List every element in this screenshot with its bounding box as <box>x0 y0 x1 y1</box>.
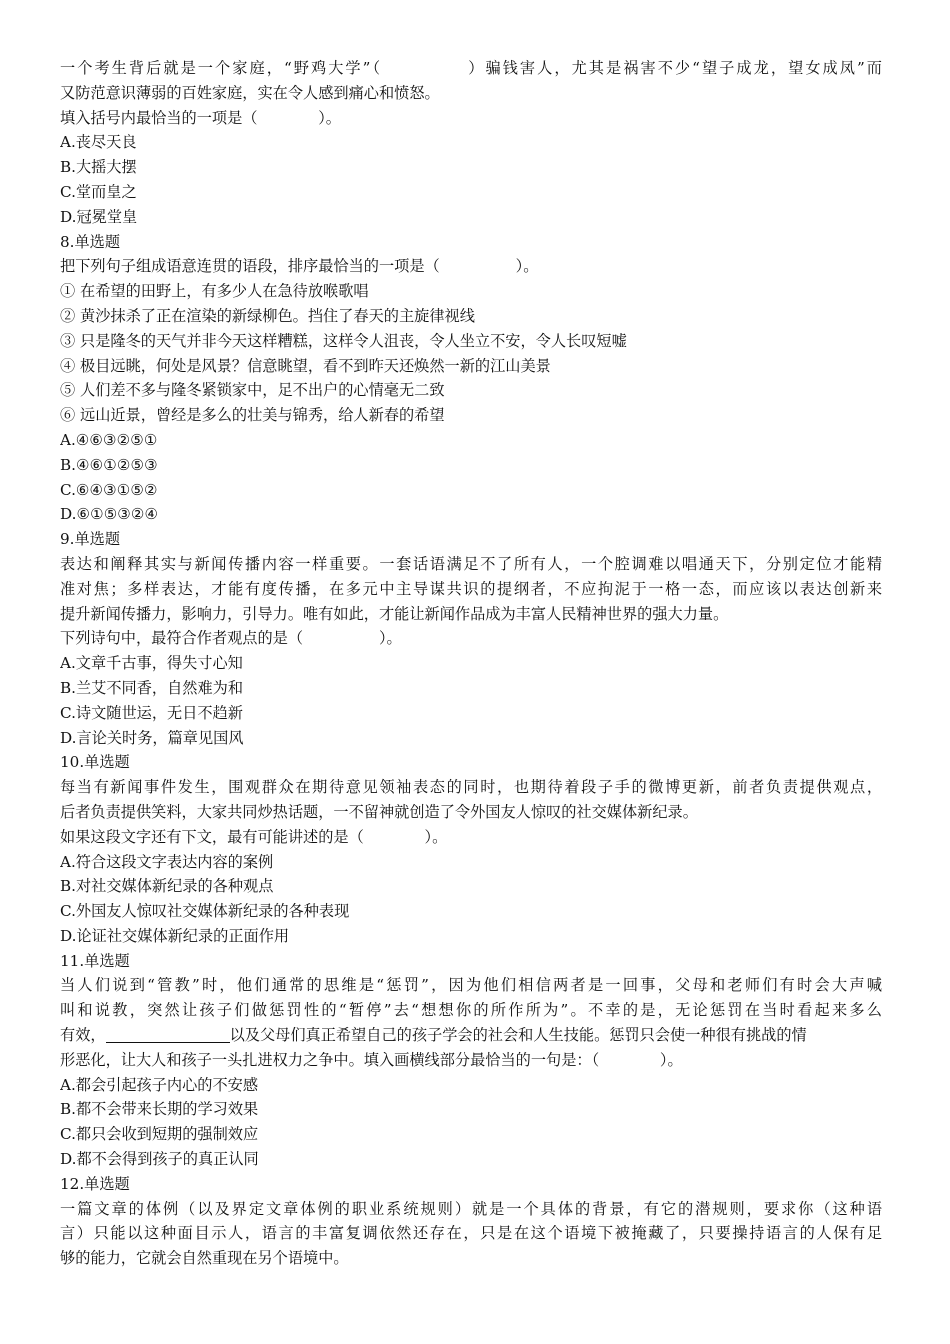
q7-prompt: 填入括号内最恰当的一项是（ ）。 <box>60 108 341 127</box>
q9-passage-line-3: 提升新闻传播力，影响力，引导力。唯有如此，才能让新闻作品成为丰富人民精神世界的强大力量。 <box>60 604 729 623</box>
q7-stem-line-2: 又防范意识薄弱的百姓家庭，实在令人感到痛心和愤怒。 <box>60 83 440 102</box>
q10-passage-line-2: 后者负责提供笑料，大家共同炒热话题，一不留神就创造了令外国友人惊叹的社交媒体新纪录。 <box>60 802 698 821</box>
q10-option-a: A.符合这段文字表达内容的案例 <box>60 852 274 871</box>
q11-option-b: B.都不会带来长期的学习效果 <box>60 1100 259 1119</box>
q7-option-b: B.大摇大摆 <box>60 158 137 177</box>
q8-option-b: B.④⑥①②⑤③ <box>60 455 158 474</box>
q10-option-c: C.外国友人惊叹社交媒体新纪录的各种表现 <box>60 902 350 921</box>
q11-passage-line-3-rest: 以及父母们真正希望自己的孩子学会的社会和人生技能。惩罚只会使一种很有挑战的情 <box>229 1026 807 1045</box>
q8-sentence-2: ② 黄沙抹杀了正在渲染的新绿柳色。挡住了春天的主旋律视线 <box>60 306 475 325</box>
q9-heading: 9.单选题 <box>60 530 121 549</box>
q11-passage-line-1: 当人们说到“管教”时，他们通常的思维是“惩罚”，因为他们相信两者是一回事，父母和老师们有时会大声喊 <box>60 976 882 995</box>
q11-heading: 11.单选题 <box>60 951 130 970</box>
q10-prompt: 如果这段文字还有下文，最有可能讲述的是（ ）。 <box>60 827 448 846</box>
q12-heading: 12.单选题 <box>60 1174 130 1193</box>
q7-option-d: D.冠冕堂皇 <box>60 207 138 226</box>
q10-option-b: B.对社交媒体新纪录的各种观点 <box>60 877 274 896</box>
q8-heading: 8.单选题 <box>60 232 121 251</box>
q9-option-b: B.兰艾不同香，自然难为和 <box>60 678 244 697</box>
q11-passage-line-3 <box>60 1023 882 1048</box>
q9-prompt: 下列诗句中，最符合作者观点的是（ ）。 <box>60 629 402 648</box>
q8-option-c: C.⑥④③①⑤② <box>60 480 158 499</box>
q12-passage-line-3: 够的能力，它就会自然重现在另个语境中。 <box>60 1249 349 1268</box>
q8-sentence-6: ⑥ 远山近景，曾经是多么的壮美与锦秀，给人新春的希望 <box>60 406 445 425</box>
q8-sentence-5: ⑤ 人们差不多与隆冬紧锁家中，足不出户的心情毫无二致 <box>60 381 445 400</box>
q9-option-c: C.诗文随世运，无日不趋新 <box>60 703 243 722</box>
q8-option-a: A.④⑥③②⑤① <box>60 430 158 449</box>
q11-passage-line-4: 形恶化，让大人和孩子一头扎进权力之争中。填入画横线部分最恰当的一句是：（ ）。 <box>60 1050 683 1069</box>
fill-in-blank-line <box>106 1027 230 1043</box>
q11-option-c: C.都只会收到短期的强制效应 <box>60 1125 259 1144</box>
q7-option-a: A.丧尽天良 <box>60 133 137 152</box>
q8-sentence-4: ④ 极目远眺，何处是风景？信意眺望，看不到昨天还焕然一新的江山美景 <box>60 356 551 375</box>
q11-passage-line-3-lead: 有效， <box>60 1026 106 1045</box>
q9-passage-line-2: 准对焦；多样表达，才能有度传播，在多元中主导谋共识的提纲者，不应拘泥于一格一态，而应该以表达创新来 <box>60 579 882 598</box>
q11-passage-line-2: 叫和说教，突然让孩子们做惩罚性的“暂停”去“想想你的所作所为”。不幸的是，无论惩罚在当时看起来多么 <box>60 1001 882 1020</box>
q12-passage-line-1: 一篇文章的体例（以及界定文章体例的职业系统规则）就是一个具体的背景，有它的潜规则，要求你（这种语 <box>60 1199 882 1218</box>
q8-sentence-1: ① 在希望的田野上，有多少人在急待放喉歌唱 <box>60 282 369 301</box>
q9-option-d: D.言论关时务，篇章见国风 <box>60 728 244 747</box>
q9-option-a: A.文章千古事，得失寸心知 <box>60 654 243 673</box>
q7-stem-line-1: 一个考生背后就是一个家庭，“野鸡大学”（ ）骗钱害人，尤其是祸害不少“望子成龙，望女成凤”而 <box>60 59 882 77</box>
q8-prompt: 把下列句子组成语意连贯的语段，排序最恰当的一项是（ ）。 <box>60 257 539 276</box>
q12-passage-line-2: 言）只能以这种面目示人，语言的丰富复调依然还存在，只是在这个语境下被掩藏了，只要操持语言的人保有足 <box>60 1224 882 1243</box>
q9-passage-line-1: 表达和阐释其实与新闻传播内容一样重要。一套话语满足不了所有人，一个腔调难以唱通天下，分别定位才能精 <box>60 554 882 573</box>
q10-passage-line-1: 每当有新闻事件发生，围观群众在期待意见领袖表态的同时，也期待着段子手的微博更新，前者负责提供观点， <box>60 778 882 797</box>
q10-option-d: D.论证社交媒体新纪录的正面作用 <box>60 926 290 945</box>
q8-option-d: D.⑥①⑤③②④ <box>60 505 159 524</box>
q11-option-d: D.都不会得到孩子的真正认同 <box>60 1150 259 1169</box>
q7-option-c: C.堂而皇之 <box>60 182 137 201</box>
q8-sentence-3: ③ 只是隆冬的天气并非今天这样糟糕，这样令人沮丧，令人坐立不安，令人长叹短嘘 <box>60 331 627 350</box>
document-page <box>60 56 882 1271</box>
q10-heading: 10.单选题 <box>60 753 130 772</box>
q11-option-a: A.都会引起孩子内心的不安感 <box>60 1075 259 1094</box>
